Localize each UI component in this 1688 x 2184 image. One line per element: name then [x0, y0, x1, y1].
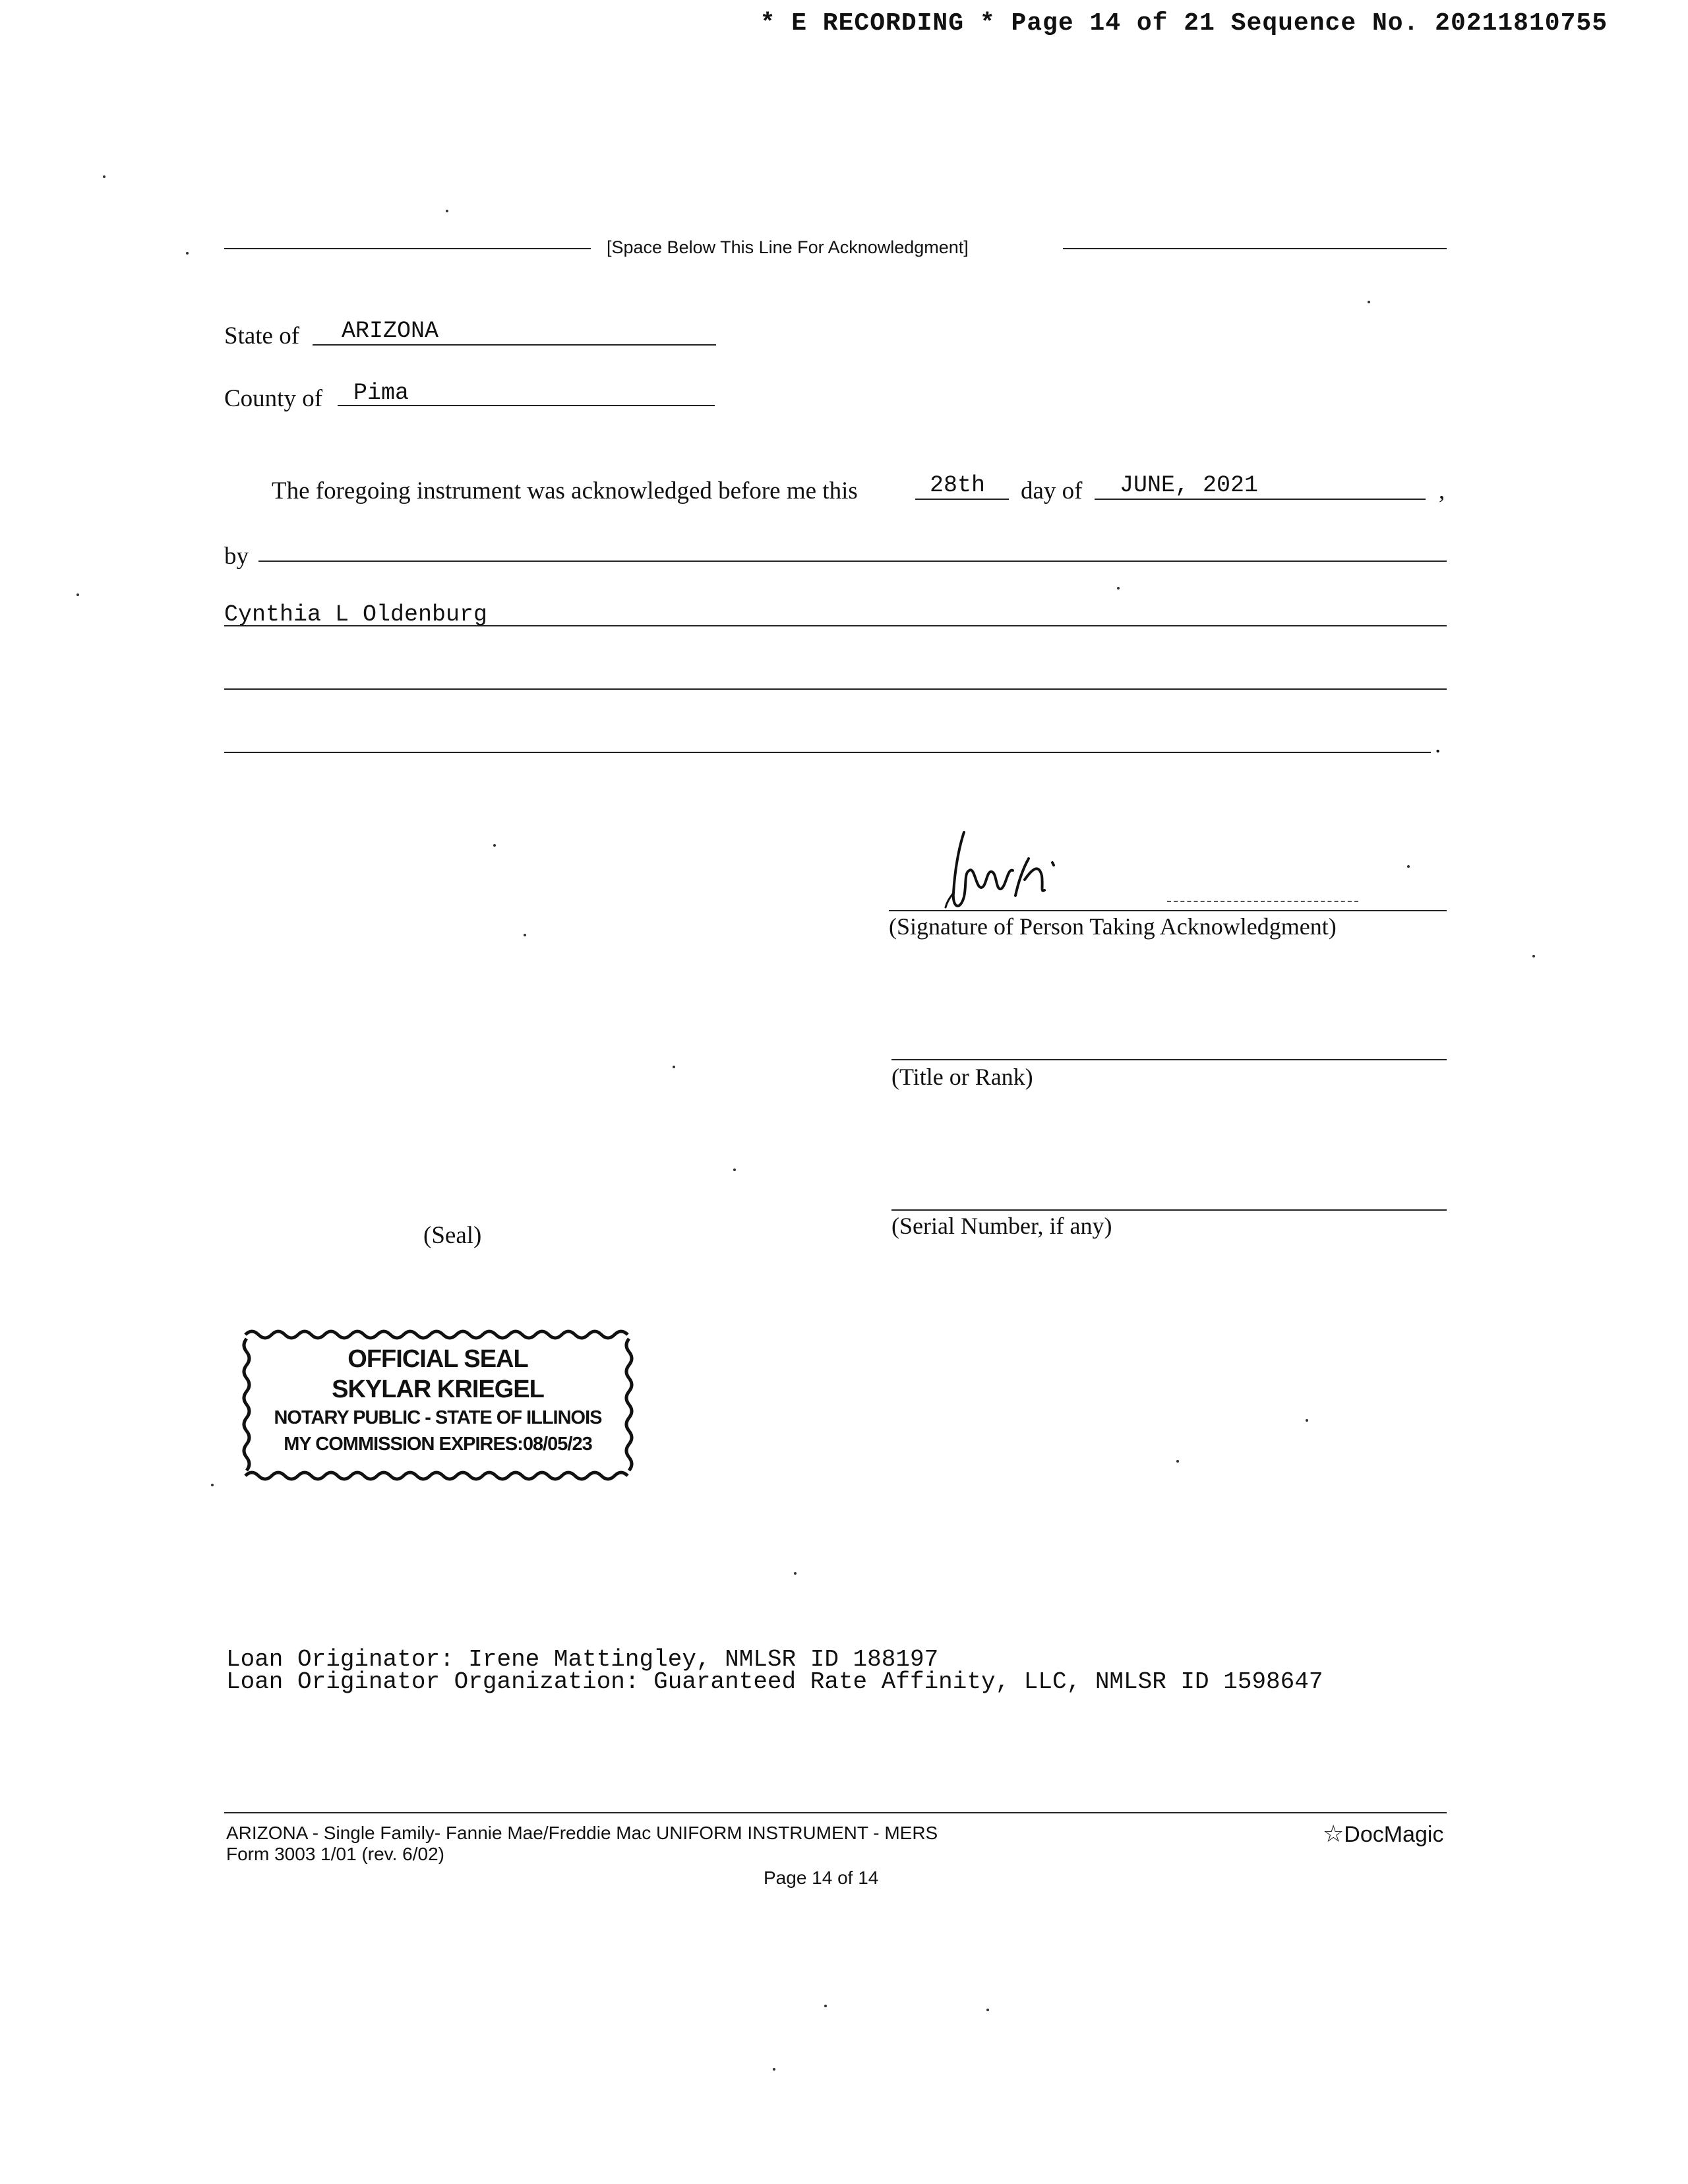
county-label: County of [224, 385, 323, 412]
scan-speck [76, 593, 79, 596]
scan-speck [186, 252, 189, 255]
trailing-comma: , [1439, 477, 1445, 504]
footer-form-line2: Form 3003 1/01 (rev. 6/02) [226, 1844, 444, 1864]
footer-brand-name: DocMagic [1344, 1822, 1444, 1847]
blank-line-1 [224, 688, 1447, 690]
stamp-line-notary-name: SKYLAR KRIEGEL [332, 1376, 544, 1403]
scan-speck [446, 210, 448, 212]
county-value: Pima [353, 380, 409, 406]
state-label: State of [224, 322, 300, 349]
title-caption: (Title or Rank) [891, 1064, 1033, 1090]
scan-speck [1407, 865, 1410, 868]
state-underline [313, 344, 716, 346]
loan-originator-org-line: Loan Originator Organization: Guaranteed Rate Affinity, LLC, NMLSR ID 1598647 [226, 1668, 1323, 1695]
by-underline [258, 561, 1447, 562]
scan-speck [986, 2009, 989, 2011]
recording-header: * E RECORDING * Page 14 of 21 Sequence No. 20211810755 [760, 9, 1608, 38]
divider-left [224, 248, 591, 249]
loan-originator-block [226, 1646, 1323, 1695]
footer-form-line1: ARIZONA - Single Family- Fannie Mae/Freddie Mac UNIFORM INSTRUMENT - MERS [226, 1823, 938, 1843]
month-year-underline [1095, 499, 1426, 500]
notary-stamp [239, 1325, 637, 1485]
acknowledgment-divider-label: [Space Below This Line For Acknowledgment] [607, 237, 969, 257]
scan-speck [673, 1066, 675, 1068]
seal-caption: (Seal) [423, 1222, 482, 1249]
state-value: ARIZONA [342, 318, 439, 344]
scan-speck [1117, 587, 1120, 590]
serial-underline [891, 1209, 1447, 1211]
footer-form-info [226, 1823, 938, 1865]
footer-divider [224, 1812, 1447, 1813]
acknowledger-name: Cynthia L Oldenburg [224, 601, 488, 628]
signature-caption: (Signature of Person Taking Acknowledgment) [889, 913, 1337, 940]
scan-speck [1532, 955, 1535, 957]
scan-speck [103, 175, 106, 178]
scan-speck [1368, 301, 1370, 303]
footer-page-number: Page 14 of 14 [764, 1867, 879, 1888]
scan-speck [773, 2068, 775, 2071]
foregoing-text: The foregoing instrument was acknowledged before me this [272, 477, 858, 504]
day-of-text: day of [1021, 477, 1083, 504]
loan-originator-line: Loan Originator: Irene Mattingley, NMLSR ID 188197 [226, 1646, 939, 1673]
day-underline [915, 499, 1009, 500]
scan-speck [211, 1484, 214, 1486]
name-underline [224, 625, 1447, 626]
title-underline [891, 1059, 1447, 1060]
scan-speck [1176, 1460, 1179, 1463]
county-underline [338, 405, 715, 406]
star-icon: ☆ [1323, 1820, 1344, 1847]
month-year-value: JUNE, 2021 [1120, 472, 1259, 499]
blank-line-2 [224, 752, 1431, 753]
serial-caption: (Serial Number, if any) [891, 1213, 1112, 1239]
signature-dashes [1167, 901, 1358, 902]
stamp-line-notary-public: NOTARY PUBLIC - STATE OF ILLINOIS [274, 1407, 602, 1428]
footer-brand [1323, 1820, 1443, 1848]
stamp-line-official-seal: OFFICIAL SEAL [347, 1345, 528, 1373]
by-label: by [224, 543, 249, 570]
day-value: 28th [930, 472, 986, 499]
trailing-period: . [1435, 731, 1441, 758]
scan-speck [794, 1572, 797, 1575]
scan-speck [824, 2005, 827, 2007]
scan-speck [733, 1168, 736, 1171]
handwritten-signature [923, 824, 1134, 917]
scan-speck [1306, 1419, 1308, 1422]
stamp-line-commission: MY COMMISSION EXPIRES:08/05/23 [284, 1434, 592, 1455]
signature-underline [889, 910, 1447, 911]
divider-right [1063, 248, 1447, 249]
scan-speck [493, 844, 496, 847]
scan-speck [524, 934, 526, 936]
